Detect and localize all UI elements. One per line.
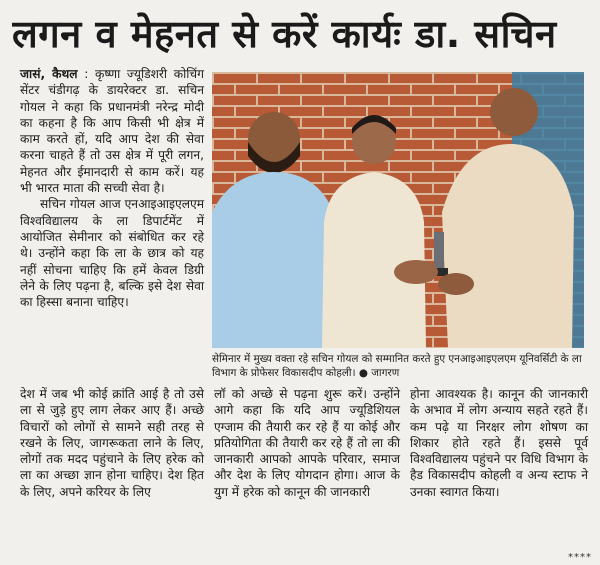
article-intro: जासं, कैथल : कृष्णा ज्यूडिशरी कोचिंग सेंटर चंडीगढ़ के डायरेक्टर डा. सचिन गोयल ने कहा कि प्रधानमंत्री नरेन्द्र मोदी का कहना है कि आप किसी भी क्षेत्र में काम करते हों, यदि आप देश की सेवा करना चाहते हैं तो उस क्षेत्र में पूरी लगन, मेहनत और ईमानदारी से काम करें। यह भी भारत माता की सच्ची सेवा है। [20,67,204,196]
bottom-text-1: देश में जब भी कोई क्रांति आई है तो उसे ला से जुड़े हुए लाग लेकर आए हैं। अच्छे विचारों को लोगों से सामने सही तरह से रखने के लिए, जागरूकता लाने के लिए, लोगों तक मदद पहुंचाने के लिए हरेक को ला का अच्छा ज्ञान होना चाहिए। देश हित के लिए, अपने करियर के लिए [20,387,204,499]
bottom-text-2: लॉ को अच्छे से पढ़ना शुरू करें। उन्होंने आगे कहा कि यदि आप ज्यूडिशियल एग्जाम की तैयारी कर रहे हैं या कोई और प्रतियोगिता की तैयारी कर रहे हैं तो ला की जानकारी आपको आपके परिवार, समाज और देश के लिए योगदान होगा। आज के युग में हरेक को कानून की जानकारी [214,387,400,499]
article-bottom [20,386,588,558]
photo-illustration [212,72,584,348]
news-photo [212,72,584,348]
article-paragraph-2: सचिन गोयल आज एनआइआइएलएम विश्वविद्यालय के ला डिपार्टमेंट में आयोजित सेमीनार को संबोधित कर रहे थे। उन्होंने कहा कि ला के छात्र को यह नहीं सोचना चाहिए कि हमें केवल डिग्री लेने के लिए पढ़ना है, बल्कि इसे देश सेवा का हिस्सा बनाना चाहिए। [20,197,204,310]
headline: लगन व मेहनत से करें कार्यः डा. सचिन [12,12,557,56]
photo-caption: सेमिनार में मुख्य वक्ता रहे सचिन गोयल को सम्मानित करते हुए एनआइआइएलएम यूनिवर्सिटी के ला विभाग के प्रोफेसर विकासदीप कोहली। ● जागरण [212,353,582,379]
article-column-bottom-2 [214,386,400,500]
article-column-bottom-3 [410,386,588,500]
bottom-text-3: होना आवश्यक है। कानून की जानकारी के अभाव में लोग अन्याय सहते रहते हैं। कम पढ़े या निरक्षर लोग शोषण का शिकार होते रहते हैं। इससे पूर्व विश्वविद्यालय पहुंचने पर विधि विभाग के हैड विकासदीप कोहली व अन्य स्टाफ ने उनका स्वागत किया। [410,387,588,499]
intro-text: कृष्णा ज्यूडिशरी कोचिंग सेंटर चंडीगढ़ के डायरेक्टर डा. सचिन गोयल ने कहा कि प्रधानमंत्री नरेन्द्र मोदी का कहना है कि आप किसी भी क्षेत्र में काम करते हों, यदि आप देश की सेवा करना चाहते हैं तो उस क्षेत्र में पूरी लगन, मेहनत और ईमानदारी से काम करें। यह भी भारत माता की सच्ची सेवा है। [20,67,204,196]
dateline: जासं, कैथल [20,67,78,81]
article-column-bottom-1 [20,386,204,500]
article-column-1 [20,66,204,310]
footer-marks: **** [568,552,592,563]
